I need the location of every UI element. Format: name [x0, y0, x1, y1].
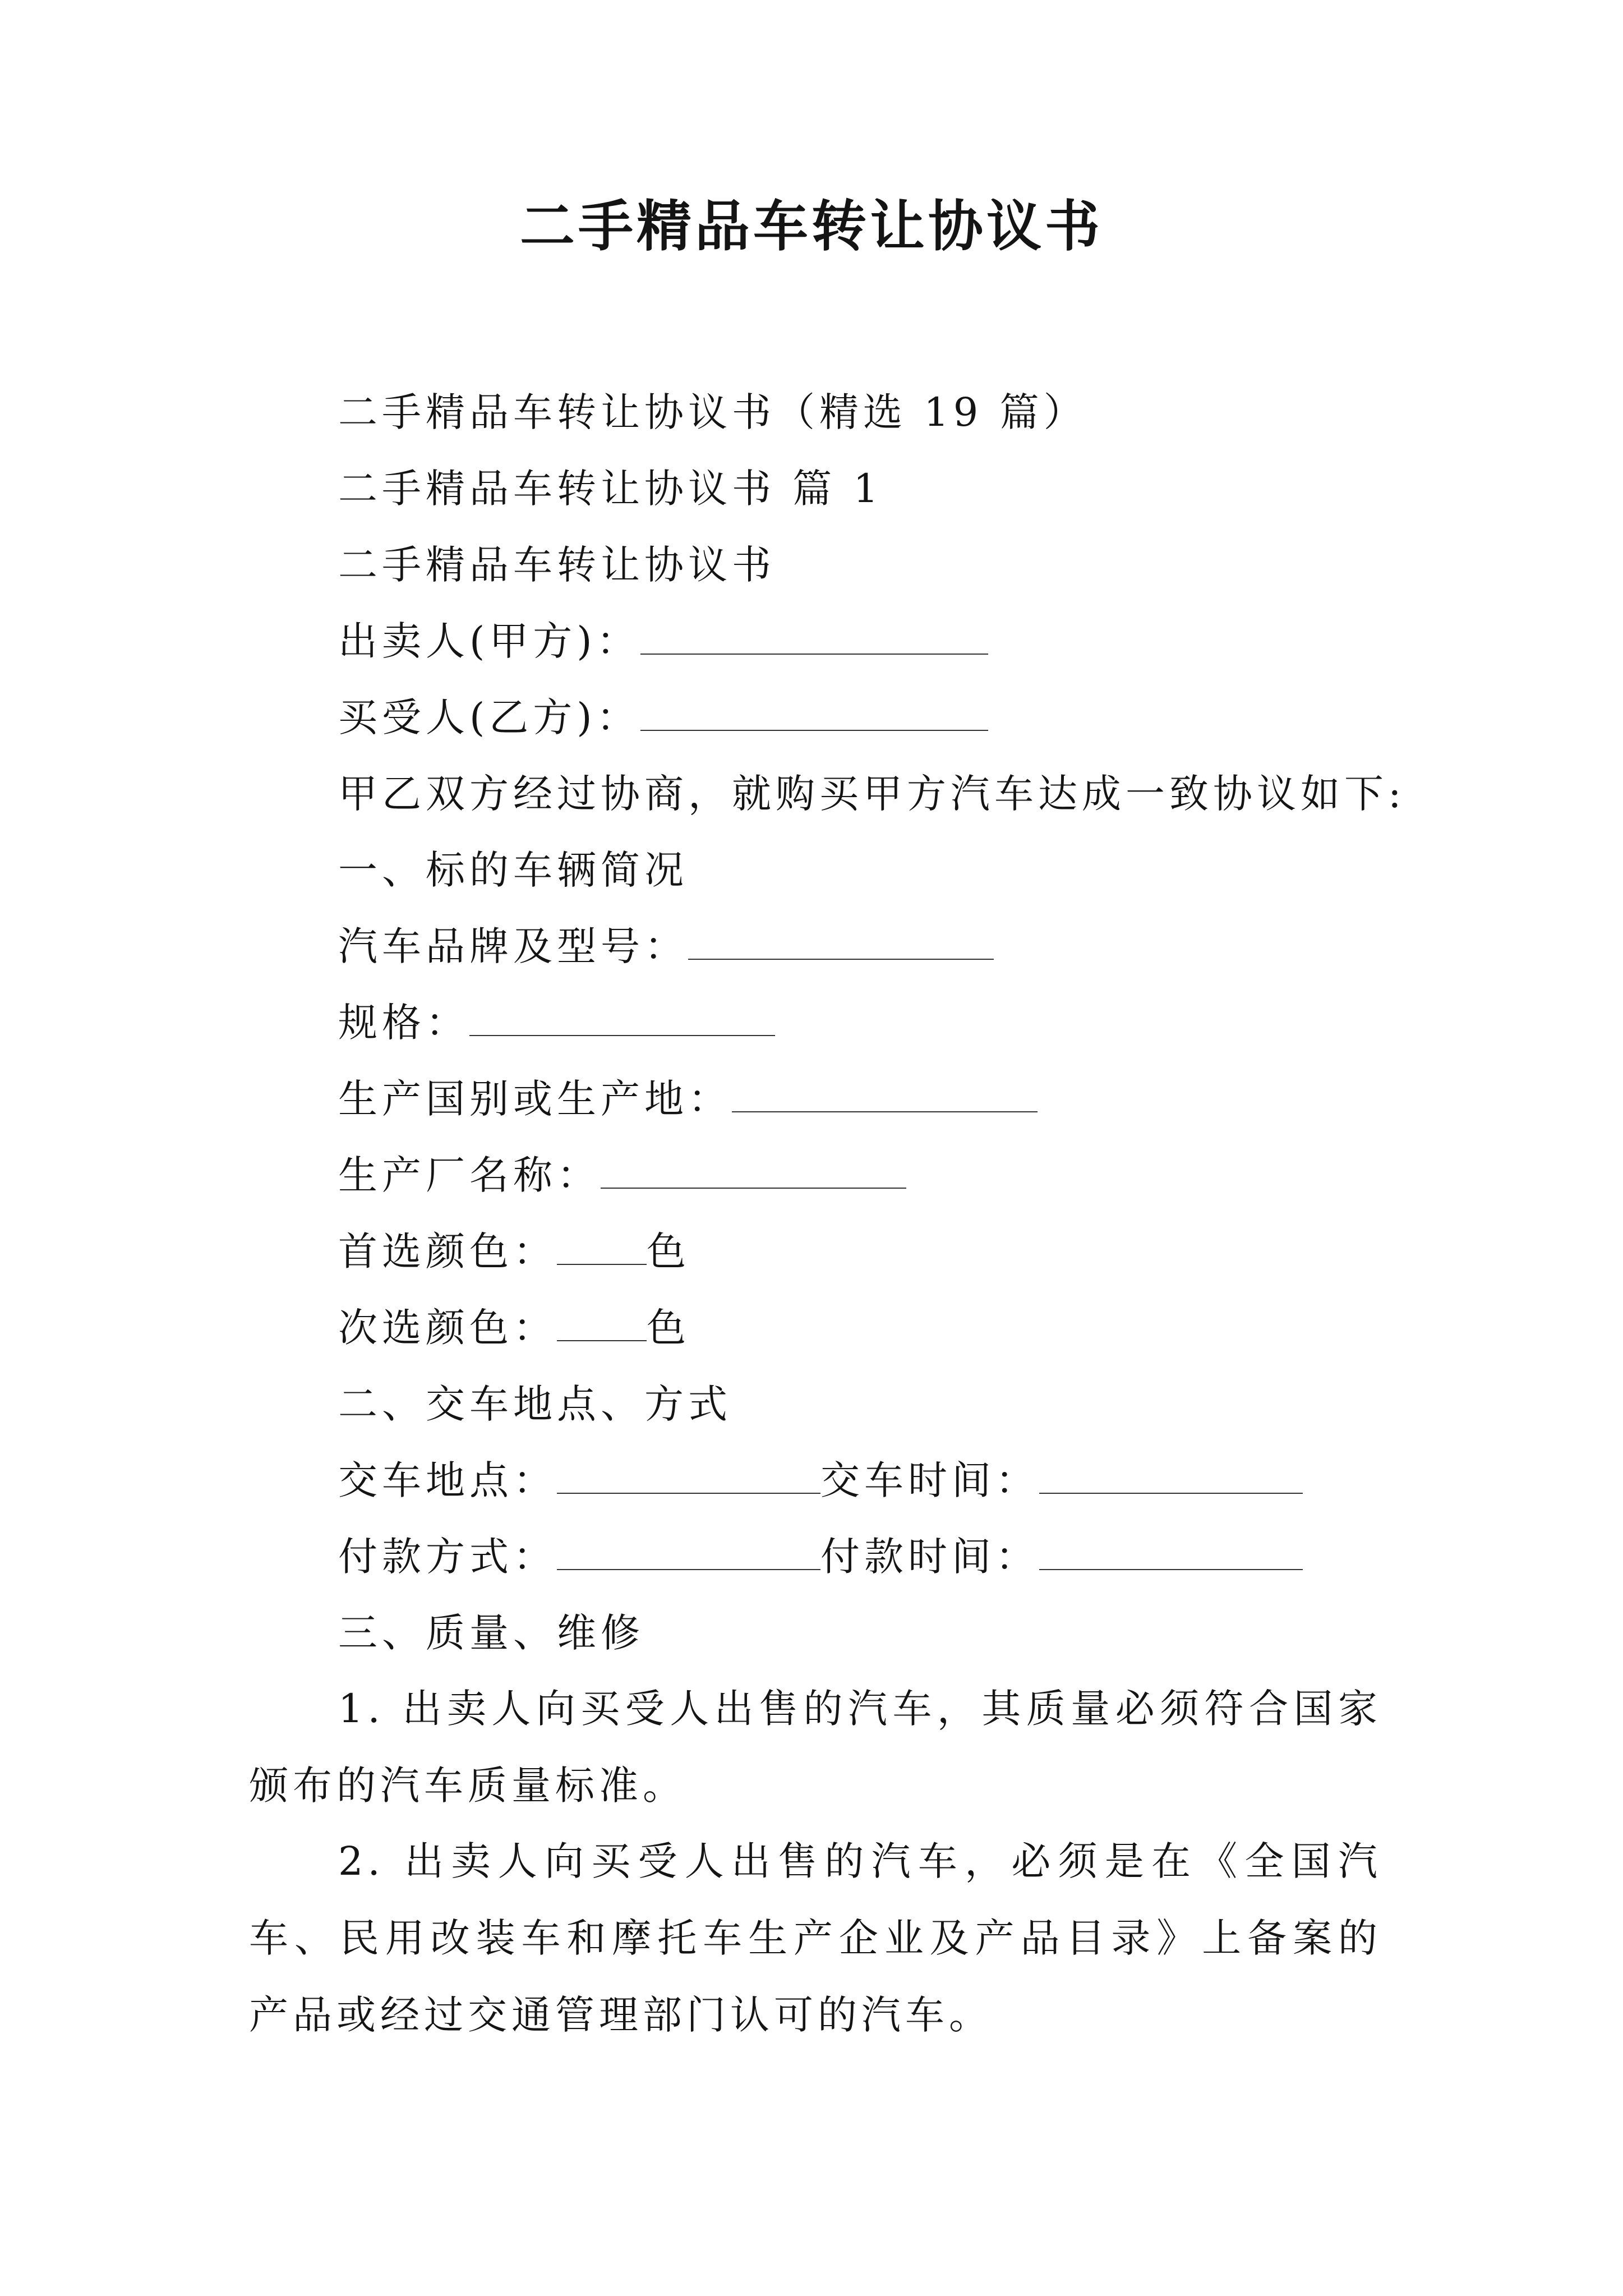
- manufacturer-label: 生产厂名称：: [338, 1152, 601, 1198]
- spec-row: [338, 1000, 775, 1046]
- article-heading: 二手精品车转让协议书 篇 1: [338, 466, 883, 512]
- payment-method-blank: [557, 1538, 820, 1570]
- collection-heading: 二手精品车转让协议书（精选 19 篇）: [338, 389, 1087, 435]
- secondary-color-blank: [557, 1309, 647, 1341]
- spec-label: 规格：: [338, 1000, 469, 1046]
- section1-heading: 一、标的车辆简况: [338, 847, 688, 893]
- buyer-blank: [640, 698, 988, 731]
- delivery-time-label: 交车时间：: [820, 1457, 1039, 1503]
- clause-1: 1. 出卖人向买受人出售的汽车，其质量必须符合国家颁布的汽车质量标准。: [249, 1686, 1382, 1809]
- clause-2: 2. 出卖人向买受人出售的汽车，必须是在《全国汽车、民用改装车和摩托车生产企业及产品目录》上备案的产品或经过交通管理部门认可的汽车。: [249, 1838, 1382, 2038]
- brand-label: 汽车品牌及型号：: [338, 923, 688, 969]
- payment-row: [338, 1534, 1303, 1580]
- manufacturer-blank: [601, 1156, 906, 1189]
- buyer-label: 买受人(乙方)：: [338, 694, 640, 740]
- payment-time-label: 付款时间：: [820, 1534, 1039, 1580]
- primary-color-row: [338, 1228, 690, 1274]
- delivery-time-blank: [1039, 1461, 1303, 1494]
- delivery-place-label: 交车地点：: [338, 1457, 557, 1503]
- primary-color-label: 首选颜色：: [338, 1228, 557, 1274]
- seller-blank: [640, 622, 988, 655]
- brand-row: [338, 923, 994, 969]
- origin-row: [338, 1076, 1038, 1122]
- seller-label: 出卖人(甲方)：: [338, 618, 640, 664]
- brand-blank: [688, 927, 994, 960]
- origin-blank: [732, 1080, 1038, 1112]
- contract-title: 二手精品车转让协议书: [338, 542, 776, 588]
- payment-time-blank: [1039, 1538, 1303, 1570]
- section2-heading: 二、交车地点、方式: [338, 1381, 732, 1427]
- primary-color-suffix: 色: [647, 1228, 690, 1274]
- seller-row: [338, 618, 988, 664]
- payment-method-label: 付款方式：: [338, 1534, 557, 1580]
- manufacturer-row: [338, 1152, 906, 1198]
- spec-blank: [469, 1004, 775, 1036]
- document-title: 二手精品车转让协议书: [519, 194, 1103, 259]
- secondary-color-suffix: 色: [647, 1305, 690, 1351]
- origin-label: 生产国别或生产地：: [338, 1076, 732, 1122]
- section3-heading: 三、质量、维修: [338, 1610, 644, 1656]
- delivery-place-blank: [557, 1461, 820, 1494]
- buyer-row: [338, 694, 988, 740]
- intro-line: 甲乙双方经过协商，就购买甲方汽车达成一致协议如下:: [338, 771, 1406, 817]
- secondary-color-label: 次选颜色：: [338, 1305, 557, 1351]
- delivery-row: [338, 1457, 1303, 1503]
- secondary-color-row: [338, 1305, 690, 1351]
- primary-color-blank: [557, 1232, 647, 1265]
